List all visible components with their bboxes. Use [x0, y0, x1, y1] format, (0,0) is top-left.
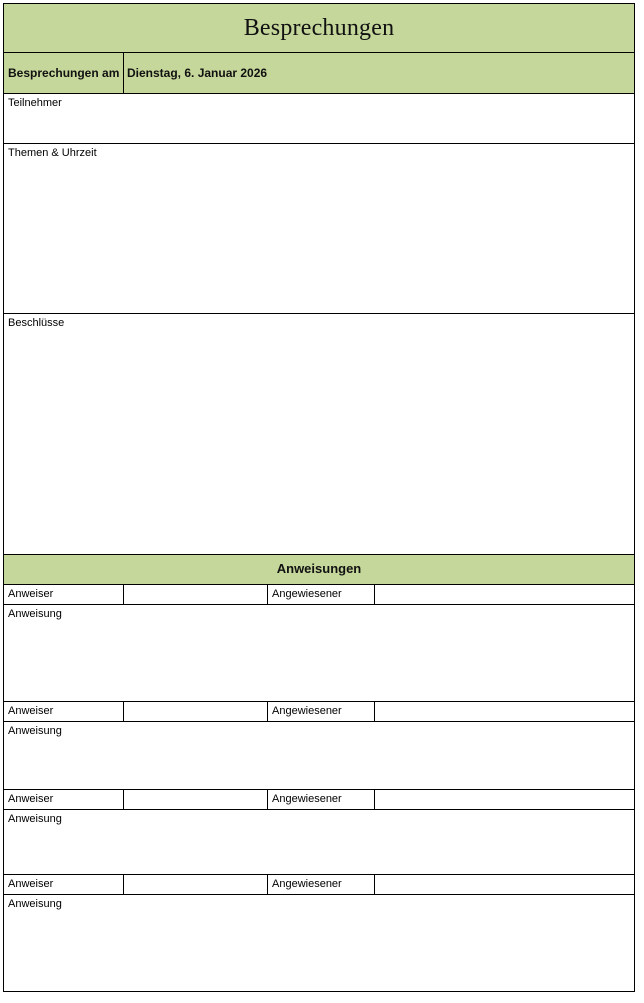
instructor-label: Anweiser — [8, 877, 54, 890]
instruction-body-row — [4, 722, 635, 790]
participants-cell[interactable] — [4, 94, 635, 144]
instructor-value-cell[interactable] — [124, 585, 268, 605]
instructor-value-cell[interactable] — [124, 790, 268, 810]
instruction-body-row — [4, 895, 635, 992]
instruction-label: Anweisung — [8, 813, 62, 825]
instructed-label: Angewiesener — [272, 704, 342, 717]
instruction-body-cell[interactable] — [4, 895, 635, 992]
instructor-label-cell — [4, 875, 124, 895]
instructions-header-cell — [4, 555, 635, 585]
meeting-date-label-cell — [4, 53, 124, 94]
title-row — [4, 4, 635, 53]
instructor-label-cell — [4, 790, 124, 810]
instructed-label-cell — [268, 875, 375, 895]
instructions-header-label: Anweisungen — [276, 561, 362, 577]
decisions-cell[interactable] — [4, 314, 635, 555]
instructed-value-cell[interactable] — [375, 702, 635, 722]
page-title: Besprechungen — [243, 14, 395, 41]
decisions-label: Beschlüsse — [8, 317, 65, 329]
instructor-label: Anweiser — [8, 792, 54, 805]
document-title-cell — [4, 4, 635, 53]
instruction-body-cell[interactable] — [4, 810, 635, 875]
instructor-value-cell[interactable] — [124, 875, 268, 895]
decisions-row — [4, 314, 635, 555]
instruction-body-row — [4, 810, 635, 875]
topics-row — [4, 144, 635, 314]
meeting-date-value-cell[interactable] — [124, 53, 635, 94]
instructions-header-row — [4, 555, 635, 585]
participants-row — [4, 94, 635, 144]
instructor-label: Anweiser — [8, 587, 54, 600]
topics-label: Themen & Uhrzeit — [8, 147, 97, 159]
instructed-label: Angewiesener — [272, 792, 342, 805]
instructed-value-cell[interactable] — [375, 875, 635, 895]
participants-label: Teilnehmer — [8, 97, 62, 109]
meeting-date-row — [4, 53, 635, 94]
meeting-date-label: Besprechungen am — [8, 65, 120, 80]
instruction-label: Anweisung — [8, 898, 62, 910]
instruction-body-cell[interactable] — [4, 722, 635, 790]
meeting-date-value: Dienstag, 6. Januar 2026 — [127, 65, 268, 80]
instruction-assignee-row — [4, 790, 635, 810]
instructor-label: Anweiser — [8, 704, 54, 717]
instructor-label-cell — [4, 585, 124, 605]
topics-cell[interactable] — [4, 144, 635, 314]
instructed-label-cell — [268, 790, 375, 810]
instruction-assignee-row — [4, 585, 635, 605]
instruction-body-cell[interactable] — [4, 605, 635, 702]
meeting-minutes-table — [3, 3, 635, 992]
instruction-assignee-row — [4, 702, 635, 722]
instruction-assignee-row — [4, 875, 635, 895]
instructed-value-cell[interactable] — [375, 790, 635, 810]
instructor-label-cell — [4, 702, 124, 722]
instructed-label-cell — [268, 585, 375, 605]
instructed-label: Angewiesener — [272, 877, 342, 890]
instructed-label-cell — [268, 702, 375, 722]
instructed-value-cell[interactable] — [375, 585, 635, 605]
instructor-value-cell[interactable] — [124, 702, 268, 722]
instruction-label: Anweisung — [8, 725, 62, 737]
instruction-body-row — [4, 605, 635, 702]
instruction-label: Anweisung — [8, 608, 62, 620]
instructed-label: Angewiesener — [272, 587, 342, 600]
